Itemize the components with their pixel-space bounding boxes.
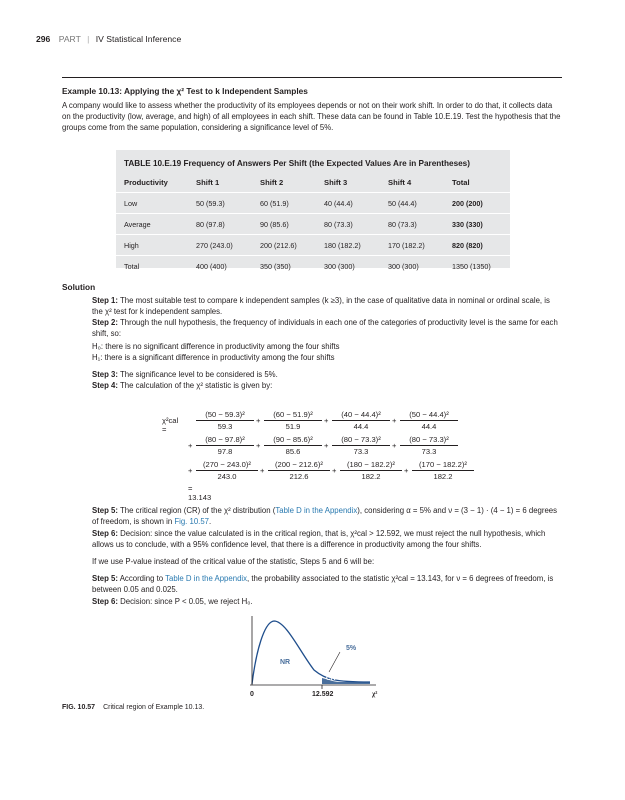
table-cell: 400 (400) <box>188 256 252 277</box>
table-cell: 270 (243.0) <box>188 235 252 256</box>
eq-denominator: 73.3 <box>421 447 437 456</box>
eq-denominator: 44.4 <box>421 422 437 431</box>
eq-denominator: 59.3 <box>217 422 233 431</box>
step-6 <box>92 528 562 550</box>
table-header-cell: Productivity <box>116 172 188 193</box>
eq-denominator: 182.2 <box>361 472 381 481</box>
cr-label: CR <box>326 675 336 682</box>
step-1 <box>92 295 562 317</box>
step-2 <box>92 317 562 339</box>
table-cell: 300 (300) <box>380 256 444 277</box>
eq-plus: + <box>188 441 193 450</box>
density-curve <box>252 621 370 684</box>
origin-label: 0 <box>250 691 254 698</box>
step-text: The critical region (CR) of the χ² distribution ( <box>118 506 276 515</box>
table-cell: High <box>116 235 188 256</box>
table-header-cell: Shift 3 <box>316 172 380 193</box>
eq-denominator: 182.2 <box>433 472 453 481</box>
eq-plus: + <box>256 416 261 425</box>
table-cell: 200 (200) <box>444 193 510 214</box>
table-header-cell: Shift 2 <box>252 172 316 193</box>
eq-plus: + <box>324 441 329 450</box>
table-cell: 90 (85.6) <box>252 214 316 235</box>
eq-fraction <box>400 435 458 456</box>
table-row <box>116 235 510 256</box>
page-number: 296 <box>36 34 51 44</box>
eq-numerator: (180 − 182.2)² <box>340 460 402 471</box>
appendix-link[interactable]: Table D in the Appendix <box>275 506 358 515</box>
eq-numerator: (270 − 243.0)² <box>196 460 258 471</box>
critical-value-label: 12.592 <box>312 691 334 698</box>
eq-denominator: 73.3 <box>353 447 369 456</box>
table-header-cell: Shift 1 <box>188 172 252 193</box>
eq-lhs: χ²cal = <box>162 416 179 434</box>
table-cell: Average <box>116 214 188 235</box>
chi-square-figure <box>230 612 390 702</box>
step-text: The significance level to be considered is 5%. <box>118 370 278 379</box>
eq-plus: + <box>260 466 265 475</box>
eq-fraction <box>196 435 254 456</box>
eq-plus: + <box>392 416 397 425</box>
eq-denominator: 97.8 <box>217 447 233 456</box>
header-separator: | <box>87 34 90 44</box>
step-label: Step 4: <box>92 381 118 390</box>
table-cell: 50 (59.3) <box>188 193 252 214</box>
table-row <box>116 214 510 235</box>
table-cell: 50 (44.4) <box>380 193 444 214</box>
eq-numerator: (40 − 44.4)² <box>332 410 390 421</box>
solution-heading: Solution <box>62 282 96 292</box>
eq-numerator: (90 − 85.6)² <box>264 435 322 446</box>
figure-caption-text: Critical region of Example 10.13. <box>103 704 205 711</box>
null-hypothesis: H₀: there is no significant difference in productivity among the four shifts <box>92 342 340 351</box>
figure-caption <box>62 704 204 711</box>
frequency-table <box>116 172 510 276</box>
step-text: ), considering α = 5% and ν = (3 − 1) · (4 − 1) = 6 degrees of freedom, is shown in <box>92 506 558 526</box>
eq-numerator: (170 − 182.2)² <box>412 460 474 471</box>
eq-fraction <box>264 410 322 431</box>
table-cell: 80 (73.3) <box>316 214 380 235</box>
step-text: , the probability associated to the statistic χ²cal = 13.143, for ν = 6 degrees of freedom, is between 0.05 and 0.025. <box>92 574 554 594</box>
running-header <box>36 34 181 44</box>
eq-fraction <box>268 460 330 481</box>
table-title: TABLE 10.E.19 Frequency of Answers Per Shift (the Expected Values Are in Parentheses) <box>124 159 470 168</box>
eq-fraction <box>412 460 474 481</box>
eq-fraction <box>332 410 390 431</box>
table-header-cell: Shift 4 <box>380 172 444 193</box>
eq-denominator: 85.6 <box>285 447 301 456</box>
eq-numerator: (60 − 51.9)² <box>264 410 322 421</box>
figure-link[interactable]: Fig. 10.57 <box>174 517 210 526</box>
step-text: The most suitable test to compare k independent samples (k ≥3), in the case of qualitative data in nominal or ordinal scale, is the χ² test for k independent samples. <box>92 296 550 316</box>
eq-fraction <box>264 435 322 456</box>
table-cell: 180 (182.2) <box>316 235 380 256</box>
step-label: Step 5: <box>92 506 118 515</box>
figure-caption-label: FIG. 10.57 <box>62 704 96 711</box>
pct-label: 5% <box>346 645 357 652</box>
table-cell: 40 (44.4) <box>316 193 380 214</box>
step-text: . <box>209 517 212 526</box>
eq-numerator: (50 − 44.4)² <box>400 410 458 421</box>
eq-numerator: (80 − 73.3)² <box>332 435 390 446</box>
step-label: Step 2: <box>92 318 118 327</box>
step-4 <box>92 380 562 391</box>
part-label: PART <box>58 34 81 44</box>
step-label: Step 3: <box>92 370 118 379</box>
table-header-row <box>116 172 510 193</box>
eq-fraction <box>196 460 258 481</box>
eq-plus: + <box>256 441 261 450</box>
table-cell: 1350 (1350) <box>444 256 510 277</box>
eq-fraction <box>196 410 254 431</box>
eq-plus: + <box>324 416 329 425</box>
table-cell: 350 (350) <box>252 256 316 277</box>
table-cell: 80 (97.8) <box>188 214 252 235</box>
step-5 <box>92 505 562 527</box>
step-label: Step 6: <box>92 597 118 606</box>
eq-denominator: 212.6 <box>289 472 309 481</box>
table-header-cell: Total <box>444 172 510 193</box>
eq-numerator: (80 − 73.3)² <box>400 435 458 446</box>
eq-denominator: 51.9 <box>285 422 301 431</box>
appendix-link[interactable]: Table D in the Appendix <box>165 574 248 583</box>
eq-result: = 13.143 <box>188 484 212 502</box>
table-cell: 820 (820) <box>444 235 510 256</box>
eq-numerator: (80 − 97.8)² <box>196 435 254 446</box>
table-cell: 80 (73.3) <box>380 214 444 235</box>
table-cell: 200 (212.6) <box>252 235 316 256</box>
pct-pointer <box>329 652 340 672</box>
part-title: IV Statistical Inference <box>95 34 182 44</box>
eq-denominator: 243.0 <box>217 472 237 481</box>
eq-plus: + <box>332 466 337 475</box>
step-3 <box>92 369 562 380</box>
step-5-pvalue <box>92 573 562 595</box>
step-text: Through the null hypothesis, the frequency of individuals in each one of the categories of productivity level is the same for each shift, so: <box>92 318 558 338</box>
table-cell: Total <box>116 256 188 277</box>
example-body: A company would like to assess whether the productivity of its employees depends or not on their work shift. In order to do that, it collects data on the productivity (low, average, and high) of all employees in each shift. These data can be found in Table 10.E.19. Test the hypothesis that the groups come from the same population, considering a significance level of 5%. <box>62 101 561 133</box>
eq-fraction <box>400 410 458 431</box>
alt-hypothesis: H₁: there is a significant difference in productivity among the four shifts <box>92 353 335 362</box>
table-cell: Low <box>116 193 188 214</box>
step-text: The calculation of the χ² statistic is given by: <box>118 381 273 390</box>
step-text: According to <box>118 574 166 583</box>
eq-numerator: (50 − 59.3)² <box>196 410 254 421</box>
table-cell: 170 (182.2) <box>380 235 444 256</box>
step-label: Step 5: <box>92 574 118 583</box>
eq-plus: + <box>404 466 409 475</box>
table-cell: 300 (300) <box>316 256 380 277</box>
eq-fraction <box>332 435 390 456</box>
eq-denominator: 44.4 <box>353 422 369 431</box>
table-cell: 60 (51.9) <box>252 193 316 214</box>
step-label: Step 1: <box>92 296 118 305</box>
eq-fraction <box>340 460 402 481</box>
step-text: Decision: since the value calculated is in the critical region, that is, χ²cal > 12.592, we must reject the null hypothesis, which allows us to conclude, with a 95% confidence level, that there is a difference in productivity among the four shifts. <box>92 529 546 549</box>
table-row <box>116 256 510 277</box>
nr-label: NR <box>280 659 291 666</box>
step-6-pvalue <box>92 596 562 607</box>
eq-plus: + <box>392 441 397 450</box>
axis-label: χ² <box>372 690 378 698</box>
pvalue-intro: If we use P-value instead of the critical value of the statistic, Steps 5 and 6 will be: <box>92 557 375 566</box>
eq-plus: + <box>188 466 193 475</box>
example-top-rule <box>62 77 562 78</box>
step-text: Decision: since P < 0.05, we reject H₀. <box>118 597 253 606</box>
example-title: Example 10.13: Applying the χ² Test to k Independent Samples <box>62 86 308 96</box>
step-label: Step 6: <box>92 529 118 538</box>
table-cell: 330 (330) <box>444 214 510 235</box>
eq-numerator: (200 − 212.6)² <box>268 460 330 471</box>
table-row <box>116 193 510 214</box>
